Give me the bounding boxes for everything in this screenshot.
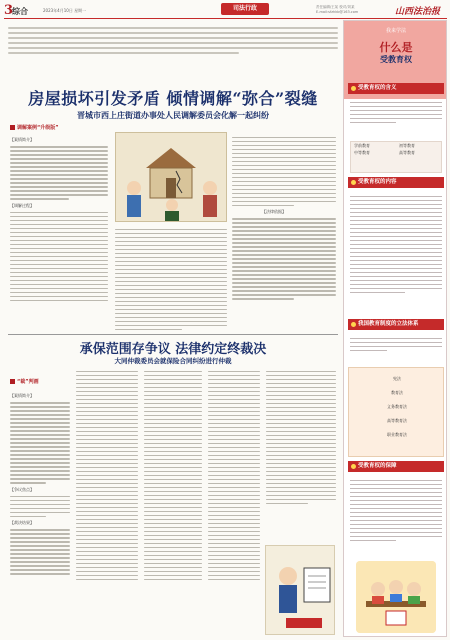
- sidebar-title: 什么是: [379, 41, 413, 54]
- law-item: 教育法: [391, 390, 403, 395]
- sidebar-section-content: 受教育权的内容: [348, 177, 444, 188]
- legislation-box: [348, 367, 444, 457]
- article2-col3: [144, 368, 202, 635]
- editor-line: 责任编辑/王某 校对/刘某: [316, 5, 355, 9]
- issue-date: 2023年4月10日 星期一: [43, 8, 87, 13]
- content-text: [350, 193, 442, 313]
- dispute-illustration: [115, 132, 227, 222]
- list-item: 高等教育: [399, 150, 415, 155]
- protection-text: [350, 477, 442, 557]
- law-item: 宪法: [393, 376, 401, 381]
- education-types-box: [350, 141, 442, 173]
- article2-col1: [10, 390, 70, 635]
- article1-col1: [10, 134, 108, 332]
- article2-col2: [76, 368, 138, 635]
- section-label: 【调解过程】: [10, 202, 34, 208]
- article2-col5: [266, 368, 336, 540]
- article1-col3: [232, 134, 336, 332]
- article1-headline: 房屋损坏引发矛盾 倾情调解“弥合”裂缝: [28, 89, 318, 108]
- insurance-cartoon: [265, 545, 335, 635]
- house-dispute-illustration: [116, 133, 227, 222]
- section-number: 3: [4, 3, 14, 18]
- law-item: 义务教育法: [387, 404, 407, 409]
- section-label: 【法律依据】: [262, 209, 286, 214]
- list-item: 初等教育: [399, 143, 415, 148]
- law-item: 高等教育法: [387, 418, 407, 423]
- email-line: E-mail:sfzhkb@163.com: [316, 10, 359, 14]
- education-types-list: [351, 142, 441, 156]
- legislation-text: [350, 335, 442, 365]
- section-label: 【裁决结果】: [10, 520, 34, 525]
- case-tag-text: 调解案例“升级版”: [17, 125, 59, 131]
- article2-case-tag: [10, 378, 39, 385]
- sidebar-kicker: 我来学法: [385, 28, 406, 34]
- sidebar-section-protection: 受教育权的保障: [348, 461, 444, 472]
- meaning-text: [350, 99, 442, 139]
- sidebar-subtitle: 受教育权: [380, 55, 412, 64]
- law-item: 职业教育法: [387, 432, 407, 437]
- article2-col4: [208, 368, 260, 635]
- column-badge: 司法行政: [221, 3, 269, 15]
- students-drawing: [356, 561, 436, 633]
- section-label: 【争议焦点】: [10, 486, 34, 492]
- section-label: 【案情简介】: [10, 137, 34, 142]
- tag-square-icon: [10, 125, 15, 130]
- section-label: 【案情简介】: [10, 393, 34, 398]
- article-divider: [8, 334, 338, 335]
- sidebar-section-meaning: 受教育权的含义: [348, 83, 444, 94]
- paper-logo: 山西法治报: [395, 7, 441, 17]
- article2-headline: 承保范围存争议 法律约定终裁决: [79, 342, 267, 357]
- lede-paragraph: [8, 24, 338, 74]
- section-name: 综合: [12, 7, 28, 16]
- article1-col2: [115, 226, 227, 332]
- article1-case-tag: [10, 124, 80, 131]
- list-item: 中等教育: [354, 150, 370, 155]
- list-item: 学前教育: [354, 143, 370, 148]
- tag-square-icon: [10, 379, 15, 384]
- case-tag-text: “裁”判画: [17, 379, 39, 385]
- article1-subheadline: 晋城市西上庄街道办事处人民调解委员会化解一起纠纷: [77, 111, 269, 120]
- law-learning-sidebar: [343, 20, 447, 637]
- article2-subheadline: 大同仲裁委员会就保险合同纠纷进行仲裁: [114, 357, 232, 365]
- sidebar-section-legislation: 我国教育制度的立法体系: [348, 319, 444, 330]
- insurance-cartoon-drawing: [266, 546, 335, 635]
- students-illustration: [356, 561, 436, 633]
